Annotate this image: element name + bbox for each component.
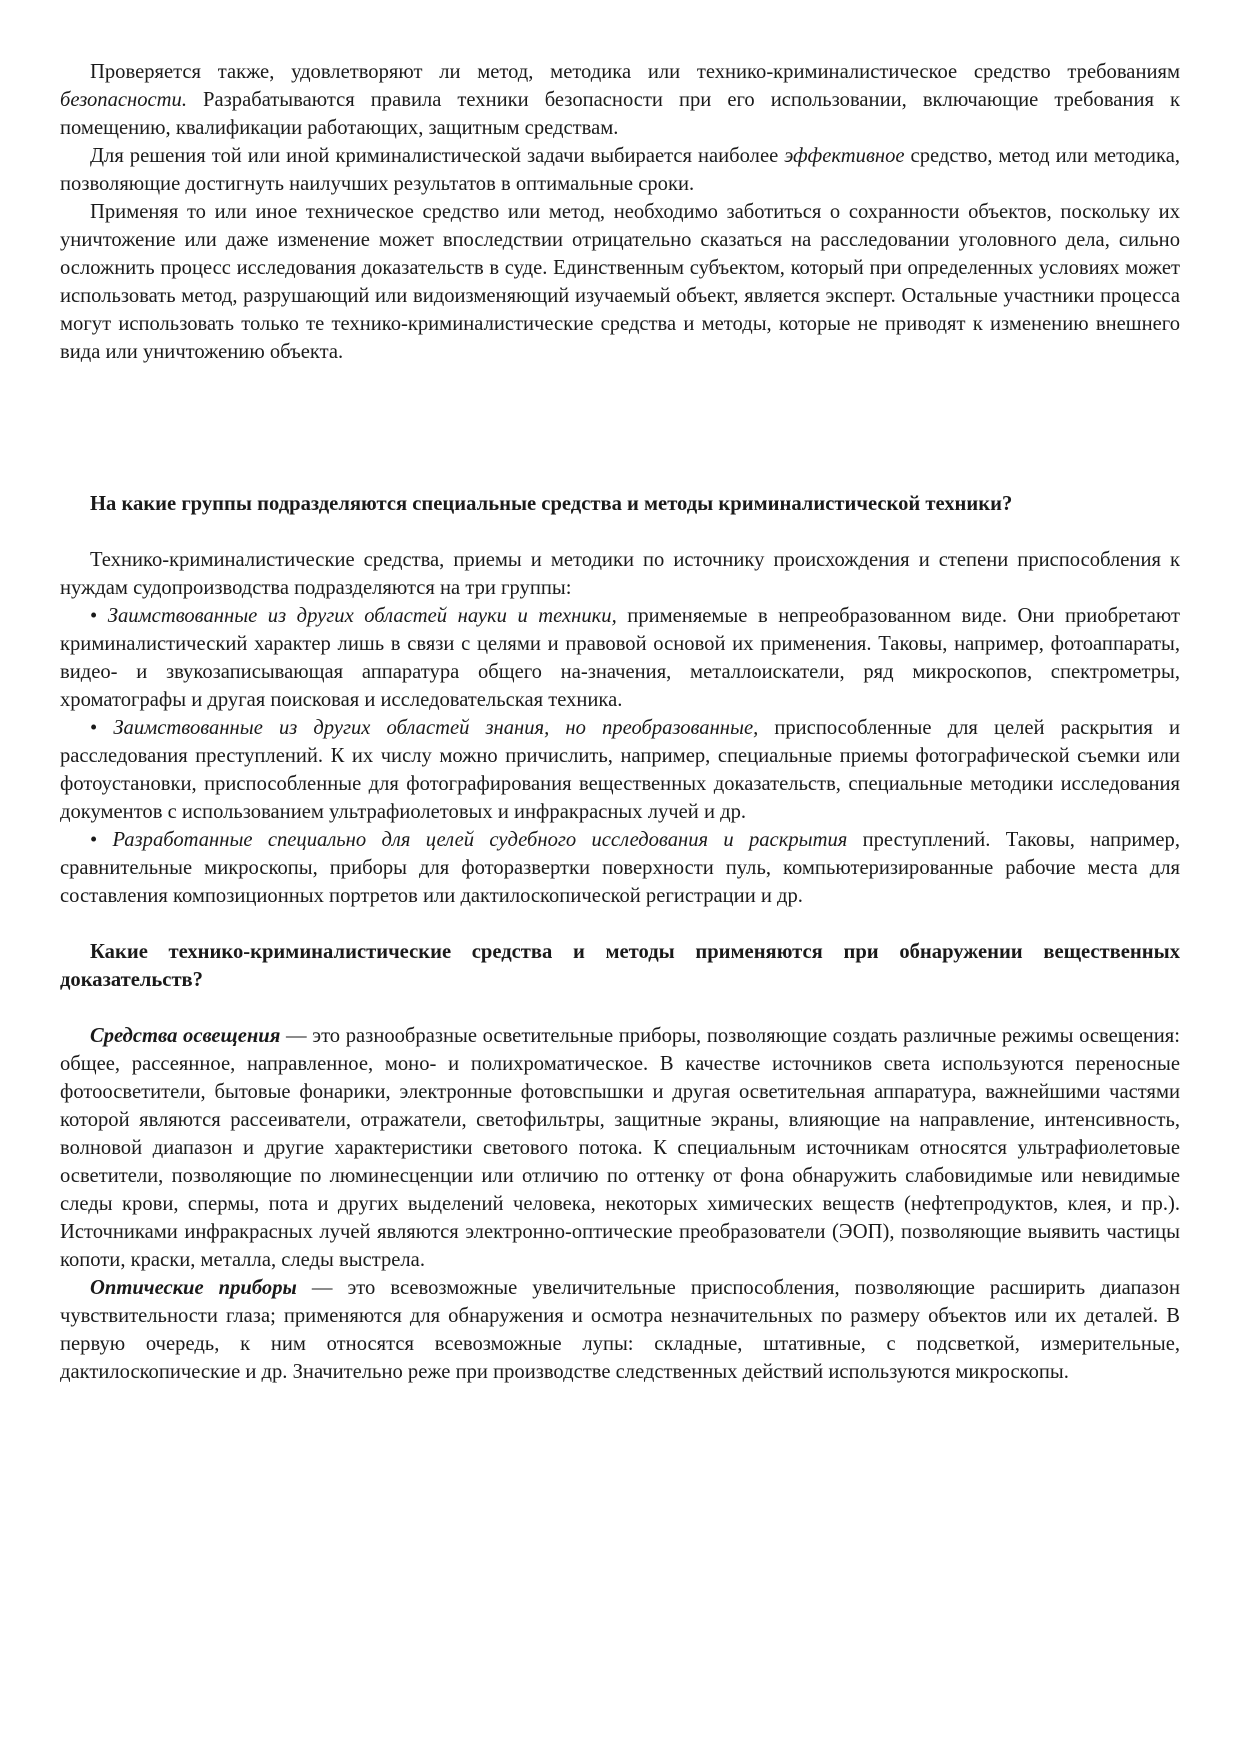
bullet-item-transformed bbox=[60, 714, 1180, 826]
paragraph-text: средство, метод или методика, позволяющие достигнуть наилучших результатов в оптимальные сроки. bbox=[60, 145, 1180, 195]
bullet-item-special bbox=[60, 826, 1180, 910]
paragraph-text: Проверяется также, удовлетворяют ли метод, методика или технико-криминалистическое средство требованиям bbox=[90, 61, 1180, 83]
paragraph-text: — это всевозможные увеличительные приспособления, позволяющие расширить диапазон чувствительности глаза; применяются для обнаружения и осмотра незначительных по размеру объектов или их деталей. В первую очередь, к ним относятся всевозможные лупы: складные, штативные, с подсветкой, измерительные, дактилоскопические и др. Значительно реже при производстве следственных действий используются микроскопы. bbox=[60, 1277, 1180, 1383]
section-heading-groups: На какие группы подразделяются специальные средства и методы криминалистической техники? bbox=[90, 493, 1013, 515]
paragraph-text: — это разнообразные осветительные приборы, позволяющие создать различные режимы освещения: общее, рассеянное, направленное, моно- и полихроматическое. В качестве источников света используются переносные фотоосветители, бытовые фонарики, электронные фотовспышки и другая осветительная аппаратура, важнейшими частями которой являются рассеиватели, отражатели, светофильтры, защитные экраны, влияющие на направление, интенсивность, волновой диапазон и другие характеристики светового потока. К специальным источникам относятся ультрафиолетовые осветители, позволяющие по люминесценции или отличию по оттенку от фона обнаружить слабовидимые или невидимые следы крови, спермы, пота и других выделений человека, некоторых химических веществ (нефтепродуктов, клея, и пр.). Источниками инфракрасных лучей являются электронно-оптические преобразователи (ЭОП), позволяющие выявить частицы копоти, краски, металла, следы выстрела. bbox=[60, 1025, 1180, 1271]
spacer bbox=[60, 910, 1180, 938]
paragraph-groups-intro: Технико-криминалистические средства, приемы и методики по источнику происхождения и степени приспособления к нуждам судопроизводства подразделяются на три группы: bbox=[60, 549, 1180, 599]
spacer bbox=[60, 518, 1180, 546]
paragraph-optics bbox=[60, 1274, 1180, 1386]
bullet-text: применяемые в непреобразованном виде. Они приобретают криминалистический характер лишь в связи с целями и правовой основой их применения. Таковы, например, фотоаппараты, видео- и звукозаписывающая аппаратура общего на-значения, металлоискатели, ряд микроскопов, спектрометры, хроматографы и другая поисковая и исследовательская техника. bbox=[60, 605, 1180, 711]
paragraph-safety bbox=[60, 58, 1180, 142]
term-optics: Оптические приборы bbox=[90, 1277, 297, 1299]
paragraph-lighting bbox=[60, 1022, 1180, 1274]
emphasis-text: Разработанные специально для целей судебного исследования и раскрытия bbox=[112, 829, 848, 851]
bullet-marker: • bbox=[90, 717, 98, 739]
bullet-marker: • bbox=[90, 829, 98, 851]
bullet-text: преступлений. Таковы, например, сравнительные микроскопы, приборы для фоторазвертки поверхности пуль, компьютеризированные рабочие места для составления композиционных портретов или дактилоскопической регистрации и др. bbox=[60, 829, 1180, 907]
bullet-text: приспособленные для целей раскрытия и расследования преступлений. К их числу можно причислить, например, специальные приемы фотографической съемки или фотоустановки, приспособленные для фотографирования вещественных доказательств, специальные методики исследования документов с использованием ультрафиолетовых и инфракрасных лучей и др. bbox=[60, 717, 1180, 823]
emphasis-text: эффективное bbox=[784, 145, 905, 167]
spacer bbox=[60, 366, 1180, 490]
term-lighting: Средства освещения bbox=[90, 1025, 281, 1047]
emphasis-text: безопасности. bbox=[60, 89, 187, 111]
bullet-marker: • bbox=[90, 605, 98, 627]
paragraph-preservation: Применяя то или иное техническое средство или метод, необходимо заботиться о сохранности объектов, поскольку их уничтожение или даже изменение может впоследствии отрицательно сказаться на расследовании уголовного дела, сильно осложнить процесс исследования доказательств в суде. Единственным субъектом, который при определенных условиях может использовать метод, разрушающий или видоизменяющий изучаемый объект, является эксперт. Остальные участники процесса могут использовать только те технико-криминалистические средства и методы, которые не приводят к изменению внешнего вида или уничтожению объекта. bbox=[60, 201, 1180, 363]
section-heading-detection: Какие технико-криминалистические средства и методы применяются при обнаружении вещественных доказательств? bbox=[60, 941, 1180, 991]
paragraph-effectiveness bbox=[60, 142, 1180, 198]
emphasis-text: Заимствованные из других областей науки и техники, bbox=[107, 605, 617, 627]
emphasis-text: Заимствованные из других областей знания, но преобразованные, bbox=[113, 717, 759, 739]
paragraph-text: Для решения той или иной криминалистической задачи выбирается наиболее bbox=[90, 145, 785, 167]
paragraph-text: Разрабатываются правила техники безопасности при его использовании, включающие требования к помещению, квалификации работающих, защитным средствам. bbox=[60, 89, 1180, 139]
bullet-item-borrowed bbox=[60, 602, 1180, 714]
spacer bbox=[60, 994, 1180, 1022]
